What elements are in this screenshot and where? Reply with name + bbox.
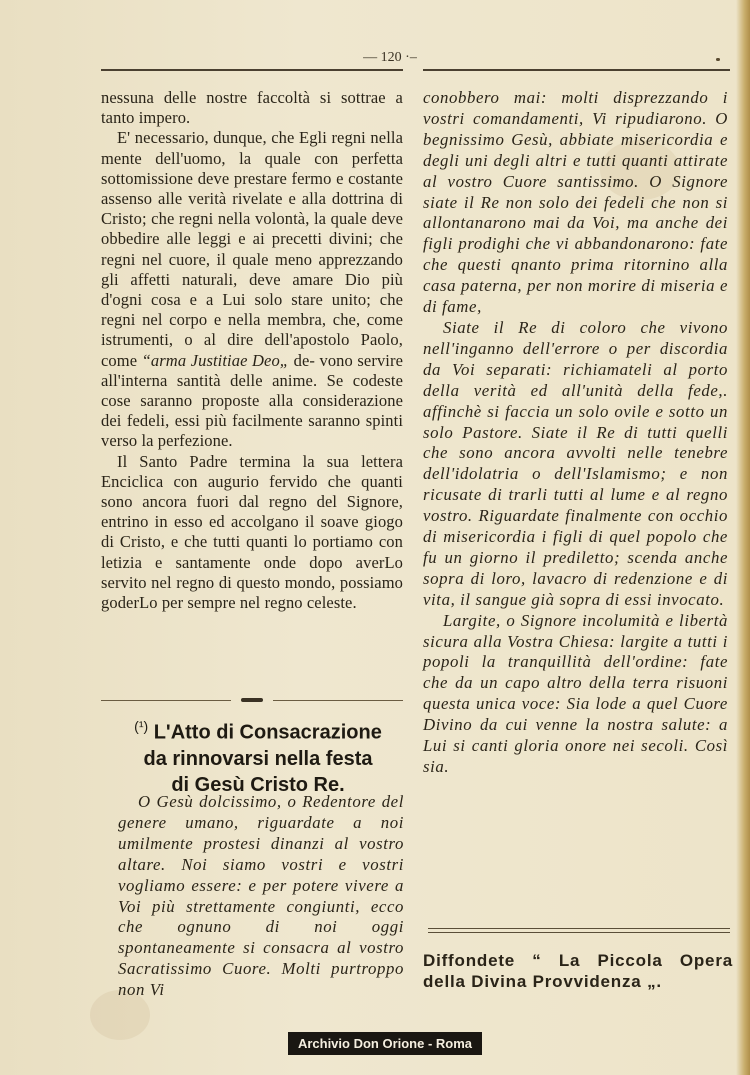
paragraph: nessuna delle nostre faccoltà si sottrae a tanto impero. [101,88,403,128]
double-rule [428,928,730,933]
archive-label: Archivio Don Orione - Roma [288,1032,482,1055]
right-column [423,88,728,778]
header-rule-right [423,69,730,71]
divider-line [101,700,231,701]
paragraph [101,128,403,451]
prayer-paragraph: Largite, o Signore incolumità e libertà sicura alla Vostra Chiesa: largite a tutti i popoli la tranquillità dell'ordine: fate che da un capo altro della terra risuoni questa unica voce: Sia lode a quel Cuore Divino da cui venne la nostra salute: a Lui si canti gloria onore nei secoli. Così sia. [423,610,728,776]
page-number: — 120 ·– [363,50,417,65]
divider-line [273,700,403,701]
title-line: di Gesù Cristo Re. [171,773,345,796]
footnote-mark: (¹) [134,718,149,734]
title-text: L'Atto di Consacrazione [153,721,382,744]
left-column [101,88,403,613]
paragraph-text: vono servire all'interna santità delle anime. Se codeste cose saranno proposte alla considerazione dei fedeli, essi più facilmente saranno spinti verso la perfezione. [101,350,403,451]
prayer-paragraph: Siate il Re di coloro che vivono nell'inganno dell'errore o per discordia da Voi separati: richiamateli al porto della verità ed all'unità della fede,. affinchè si faccia un solo ovile e sotto un solo Pastore. Siate il Re di tutti quelli che sono ancora avvolti nelle tenebre dell'idolatria o dell'Islamismo; e non ricusate di trarli tutti al lume e al regno vostro. Riguardate finalmente con occhio di misericordia i figli di quel popolo che fu un giorno il prediletto; scenda anche sopra di loro, lavacro di redenzione e di vita, il sangue già sopra di essi invocato. [423,317,728,609]
section-divider [101,697,403,705]
title-line: da rinnovarsi nella festa [143,747,373,770]
ink-mark [716,58,720,61]
page-edge [736,0,750,1075]
paragraph-text: E' necessario, dunque, che Egli regni nella mente dell'uomo, la quale con perfetta sottomissione deve prestare fermo e costante assenso alle verità rivelate e alla dottrina di Cristo; che regni nella volontà, la quale deve obbedire alle leggi e ai precetti divini; che regni nel cuore, il quale meno apprezzando gli affetti naturali, deve amare Dio più d'ogni cosa e a Lui solo stare unito; che regni nel corpo e nella membra, che, come istrumenti, o al dire dell'apostolo Paolo, come [101,128,403,370]
prayer-paragraph: O Gesù dolcissimo, o Redentore del genere umano, riguardate a noi umilmente prostesi dinanzi al vostro altare. Noi siamo vostri e vostri vogliamo essere: e per potere vivere a Voi più strettamente congiunti, ecco che ognuno di noi oggi spontaneamente si consacra al vostro Sacratissimo Cuore. Molti purtroppo non Vi [118,792,404,1000]
archive-footer [0,1032,750,1058]
notice-text: Diffondete “ La Piccola Opera della Divina Provvidenza „. [423,951,733,991]
prayer-text-left [118,792,404,1001]
divider-ornament [241,698,263,702]
prayer-title [108,713,408,798]
latin-quote: “arma Justitiae Deo„ [141,350,290,370]
hyphen-tail: de- [289,350,315,370]
prayer-paragraph: conobbero mai: molti disprezzando i vostri comandamenti, Vi ripudiarono. O begnissimo Gesù, abbiate misericordia e degli uni degli altri e tutti quanti attirate al vostro Cuore santissimo. O Signore siate il Re non solo dei fedeli che non si allontanarono mai da Voi, ma anche dei figli prodighi che vi abbandonarono: fate che questi qnanto prima ritornino alla casa paterna, per non morire di miseria e di fame, [423,88,728,317]
paragraph: Il Santo Padre termina la sua lettera Enciclica con augurio fervido che quanti sono ancora fuori dal regno del Signore, entrino in esso ed accolgano il soave giogo di Cristo, e che tutti quanti lo portiamo con letizia e santamente onde dopo averLo servito nel regno di questo mondo, possiamo goderLo per sempre nel regno celeste. [101,451,403,613]
header-rule-mid [285,70,381,71]
title-line [108,713,408,746]
